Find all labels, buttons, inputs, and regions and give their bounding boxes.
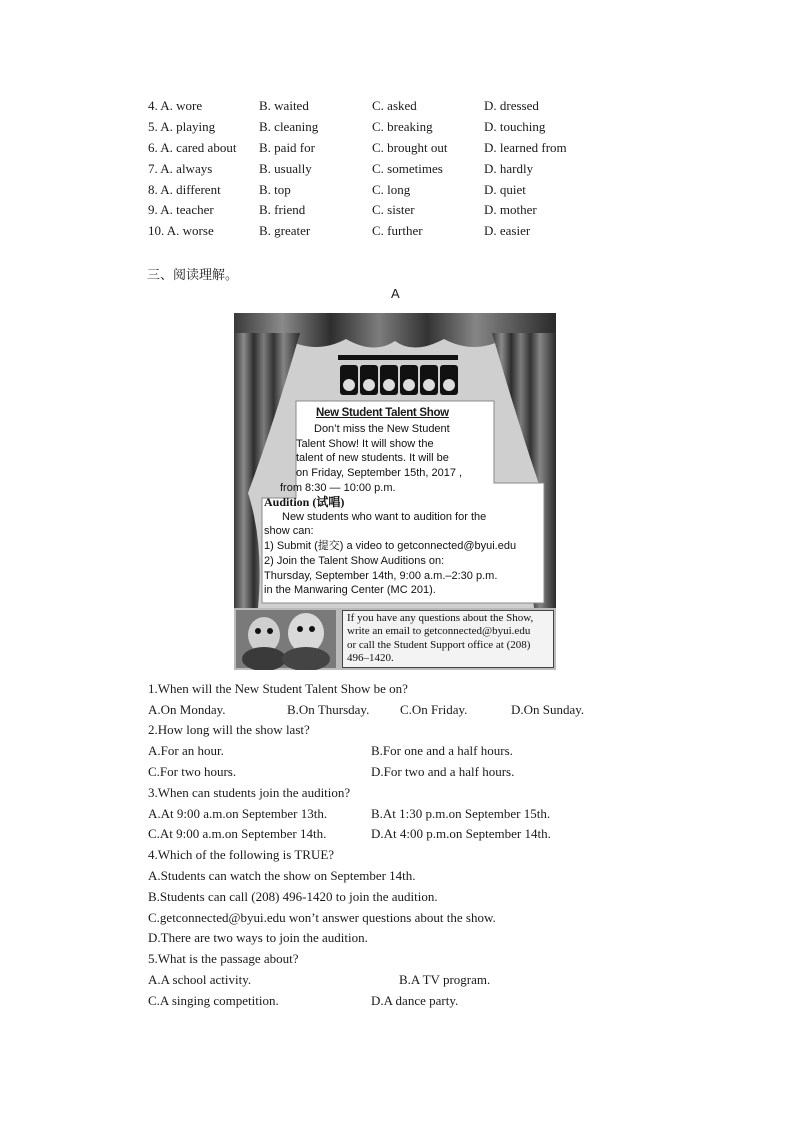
option-row	[0, 182, 794, 202]
answer-option: A.At 9:00 a.m.on September 13th.	[148, 806, 328, 821]
option-b: B. top	[259, 182, 291, 197]
answer-option: D.At 4:00 p.m.on September 14th.	[371, 826, 551, 841]
option-a: 6. A. cared about	[148, 140, 237, 155]
passage-label: A	[391, 286, 400, 301]
option-d: D. touching	[484, 119, 546, 134]
option-d: D. learned from	[484, 140, 567, 155]
option-c: C. sometimes	[372, 161, 443, 176]
option-c: C. further	[372, 223, 423, 238]
answer-option: A.Students can watch the show on September 14th.	[148, 868, 416, 883]
option-b: B. cleaning	[259, 119, 319, 134]
question-stem: 5.What is the passage about?	[148, 951, 299, 966]
option-b: B. waited	[259, 98, 309, 113]
option-row	[0, 223, 794, 243]
poster-line: Thursday, September 14th, 9:00 a.m.–2:30 p.m.	[264, 569, 498, 582]
option-a: 7. A. always	[148, 161, 213, 176]
answer-option: D.A dance party.	[371, 993, 459, 1008]
poster-line: on Friday, September 15th, 2017 ,	[296, 467, 463, 480]
option-c: C. long	[372, 182, 411, 197]
option-b: B. greater	[259, 223, 311, 238]
poster-line: 1) Submit (提交) a video to getconnected@byui.edu	[264, 540, 517, 553]
answer-option: D.There are two ways to join the audition.	[148, 930, 368, 945]
option-a: 9. A. teacher	[148, 202, 214, 217]
option-d: D. hardly	[484, 161, 534, 176]
option-c: C. brought out	[372, 140, 448, 155]
note-line: write an email to getconnected@byui.edu	[347, 625, 531, 638]
answer-option: A.On Monday.	[148, 702, 226, 717]
option-b: B. paid for	[259, 140, 315, 155]
answer-option: B.On Thursday.	[287, 702, 370, 717]
audition-title: Audition (试唱)	[264, 495, 345, 509]
option-a: 5. A. playing	[148, 119, 216, 134]
poster-title: New Student Talent Show	[316, 407, 449, 419]
option-c: C. asked	[372, 98, 417, 113]
answer-option: B.At 1:30 p.m.on September 15th.	[371, 806, 551, 821]
section-heading: 三、阅读理解。	[147, 268, 239, 283]
poster-line: from 8:30 — 10:00 p.m.	[280, 481, 396, 494]
answer-option: B.A TV program.	[399, 972, 491, 987]
poster-line: in the Manwaring Center (MC 201).	[264, 584, 436, 597]
option-d: D. quiet	[484, 182, 526, 197]
answer-option: C.getconnected@byui.edu won’t answer questions about the show.	[148, 910, 496, 925]
answer-option: C.A singing competition.	[148, 993, 279, 1008]
answer-option: B.Students can call (208) 496-1420 to join the audition.	[148, 889, 438, 904]
answer-option: A.For an hour.	[148, 743, 224, 758]
option-row	[0, 98, 794, 118]
option-b: B. usually	[259, 161, 312, 176]
note-line: If you have any questions about the Show,	[347, 612, 534, 624]
note-line: or call the Student Support office at (208)	[347, 638, 531, 651]
talent-show-poster	[234, 313, 556, 670]
poster-intro	[280, 422, 463, 496]
question-stem: 4.Which of the following is TRUE?	[148, 847, 335, 862]
answer-option: D.On Sunday.	[511, 702, 585, 717]
light-rig-bar	[338, 355, 458, 360]
option-row	[0, 161, 794, 181]
option-row	[0, 119, 794, 139]
option-c: C. breaking	[372, 119, 433, 134]
poster-line: Talent Show! It will show the	[296, 437, 434, 450]
option-d: D. mother	[484, 202, 537, 217]
option-row	[0, 202, 794, 222]
option-row	[0, 140, 794, 160]
option-d: D. easier	[484, 223, 531, 238]
option-a: 8. A. different	[148, 182, 221, 197]
poster-line: talent of new students. It will be	[296, 452, 449, 465]
poster-line: 2) Join the Talent Show Auditions on:	[264, 554, 445, 567]
poster-audition	[264, 495, 516, 598]
question-stem: 2.How long will the show last?	[148, 722, 310, 737]
contact-note	[347, 612, 533, 666]
poster-line: Don’t miss the New Student	[314, 423, 450, 435]
answer-option: D.For two and a half hours.	[371, 764, 515, 779]
poster-line: show can:	[264, 525, 314, 538]
option-a: 4. A. wore	[148, 98, 203, 113]
option-a: 10. A. worse	[148, 223, 214, 238]
question-stem: 3.When can students join the audition?	[148, 785, 351, 800]
note-line: 496–1420.	[347, 652, 394, 665]
answer-option: C.At 9:00 a.m.on September 14th.	[148, 826, 327, 841]
muppet-characters-image	[236, 610, 336, 670]
answer-option: C.On Friday.	[400, 702, 468, 717]
answer-option: A.A school activity.	[148, 972, 252, 987]
answer-option: B.For one and a half hours.	[371, 743, 513, 758]
question-stem: 1.When will the New Student Talent Show be on?	[148, 681, 408, 696]
option-d: D. dressed	[484, 98, 539, 113]
answer-option: C.For two hours.	[148, 764, 237, 779]
option-b: B. friend	[259, 202, 306, 217]
option-c: C. sister	[372, 202, 415, 217]
poster-line: New students who want to audition for the	[282, 510, 487, 523]
